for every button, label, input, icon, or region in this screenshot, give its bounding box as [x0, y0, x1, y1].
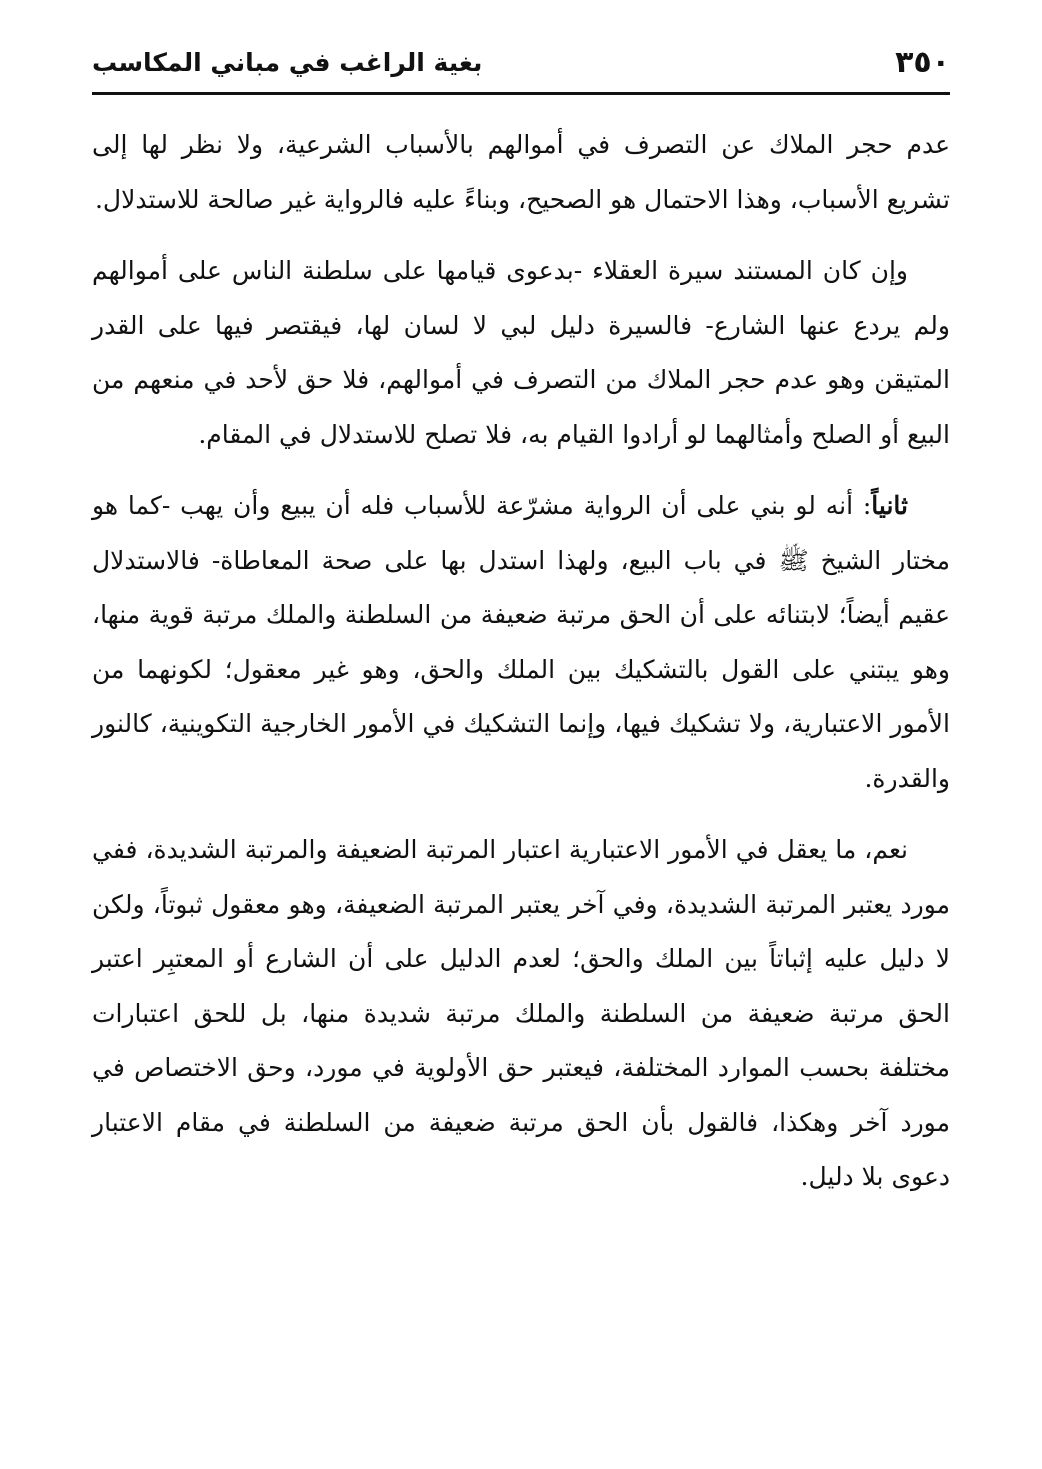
page-body [92, 118, 950, 1205]
paragraph-text: نعم، ما يعقل في الأمور الاعتبارية اعتبار المرتبة الضعيفة والمرتبة الشديدة، ففي مورد يعتبر المرتبة الشديدة، وفي آخر يعتبر المرتبة الضعيفة، وهو معقول ثبوتاً، ولكن لا دليل عليه إثباتاً بين الملك والحق؛ لعدم الدليل على أن الشارع أو المعتبِر اعتبر الحق مرتبة ضعيفة من السلطنة والملك مرتبة شديدة منها، بل للحق اعتبارات مختلفة بحسب الموارد المختلفة، فيعتبر حق الأولوية في مورد، وحق الاختصاص في مورد آخر وهكذا، فالقول بأن الحق مرتبة ضعيفة من السلطنة في مقام الاعتبار دعوى بلا دليل. [92, 835, 950, 1191]
paragraph-2 [92, 244, 950, 462]
running-title: بغية الراغب في مباني المكاسب [92, 47, 483, 77]
paragraph-text: : أنه لو بني على أن الرواية مشرّعة للأسباب فله أن يبيع وأن يهب -كما هو مختار الشيخ ﷺ في باب البيع، ولهذا استدل بها على صحة المعاطاة- فالاستدلال عقيم أيضاً؛ لابتنائه على أن الحق مرتبة ضعيفة من السلطنة والملك مرتبة قوية منها، وهو يبتني على القول بالتشكيك بين الملك والحق، وهو غير معقول؛ لكونهما من الأمور الاعتبارية، ولا تشكيك فيها، وإنما التشكيك في الأمور الخارجية التكوينية، كالنور والقدرة. [92, 491, 950, 793]
header-divider [92, 92, 950, 95]
paragraph-4 [92, 823, 950, 1205]
paragraph-lead-term: ثانياً [871, 491, 908, 520]
page-header [92, 40, 950, 84]
page-number: ٣٥٠ [895, 44, 950, 80]
paragraph-text: وإن كان المستند سيرة العقلاء -بدعوى قيامها على سلطنة الناس على أموالهم ولم يردع عنها الشارع- فالسيرة دليل لبي لا لسان لها، فيقتصر فيها على القدر المتيقن وهو عدم حجر الملاك من التصرف في أموالهم، فلا حق لأحد في منعهم من البيع أو الصلح وأمثالهما لو أرادوا القيام به، فلا تصلح للاستدلال في المقام. [92, 256, 950, 449]
paragraph-text: عدم حجر الملاك عن التصرف في أموالهم بالأسباب الشرعية، ولا نظر لها إلى تشريع الأسباب، وهذا الاحتمال هو الصحيح، وبناءً عليه فالرواية غير صالحة للاستدلال. [92, 130, 950, 214]
paragraph-1 [92, 118, 950, 227]
paragraph-3 [92, 479, 950, 806]
